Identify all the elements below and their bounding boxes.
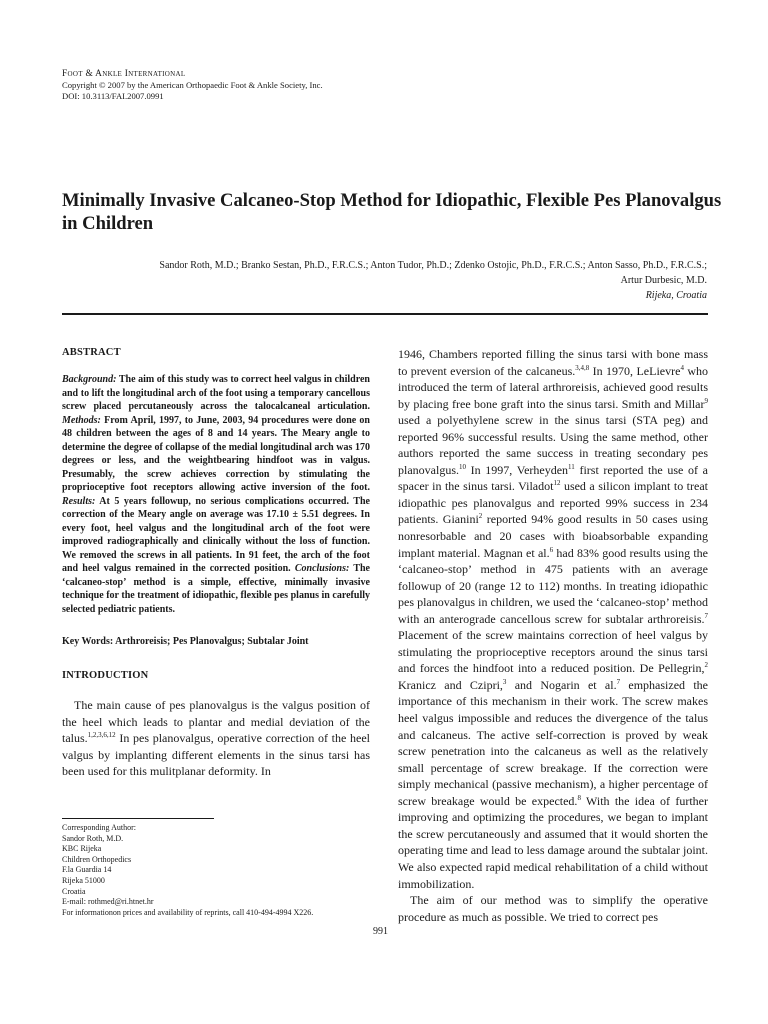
body-text: In 1997, Verheyden [466,462,569,477]
history-paragraph [398,346,708,892]
background-text: The aim of this study was to correct heel valgus in children and to lift the longitudinal arch of the foot using a temporary cancellous screw placed percutaneously across the talocalcaneal articulation. [62,374,370,412]
footnote-line: Corresponding Author: [62,823,136,832]
affiliation: Rijeka, Croatia [645,290,707,301]
conclusions-label: Conclusions: [294,563,350,574]
citation-ref: 7 [704,611,708,620]
citation-ref: 4 [680,363,684,372]
footnote-divider [62,818,214,819]
citation-ref: 2 [478,512,483,521]
abstract-heading: ABSTRACT [62,347,121,358]
citation-ref: 11 [568,462,575,471]
article-title: Minimally Invasive Calcaneo-Stop Method for Idiopathic, Flexible Pes Planovalgus in Children [62,190,722,234]
author-list-line-2: Artur Durbesic, M.D. [620,275,707,286]
citation-ref: 3 [502,677,507,686]
intro-text-1: The main cause of pes planovalgus is the valgus position of the heel which leads to plantar and medial deviation of the talus. [62,698,370,745]
citation-ref: 8 [577,793,581,802]
body-text: reported 94% good results in 50 cases using nonresorbable and 20 cases with bioabsorbable expanding implant material. Magnan et al. [398,512,708,560]
conclusions-text: The ‘calcaneo-stop’ method is a simple, effective, minimally invasive technique for the treatment of idiopathic, flexible pes planus in carefully selected pediatric patients. [62,563,370,615]
footnote-line: Sandor Roth, M.D. [62,833,124,843]
citation-ref: 12 [553,479,561,488]
methods-text: From April, 1997, to June, 2003, 94 procedures were done on 48 children between the ages of 8 and 14 years. The Meary angle to determine the degree of collapse of the medial longitudinal arch was 170 degrees or less, and the weightbearing hindfoot was in valgus. Presumably, the screw achieves correction by stimulating the proprioceptive foot receptors allowing active inversion of the foot. [62,414,370,493]
body-text: Kranicz and Czipri, [398,677,503,692]
right-column [398,346,708,925]
footnote-email: E-mail: rothmed@ri.htnet.hr [62,897,154,907]
corresponding-author-footnote [62,823,382,918]
background-label: Background: [62,374,117,385]
body-text: In 1970, LeLievre [589,363,681,378]
footnote-line: KBC Rijeka [62,844,102,854]
body-text: first reported the use of a spacer in the sinus tarsi. Viladot [398,462,708,494]
footnote-line: Children Orthopedics [62,854,132,864]
results-label: Results: [62,495,96,507]
footnote-line: F.la Guardia 14 [62,865,112,875]
copyright-line: Copyright © 2007 by the American Orthopaedic Foot & Ankle Society, Inc. [62,80,323,90]
body-text: had 83% good results using the ‘calcaneo-stop’ method in 475 patients with an average followup of 20 (range 12 to 112) months. In treating idiopathic pes planovalgus in children, we used the ‘calcaneo-stop’ method with an anterograde cancellous screw for subtalar arthroreisis. [398,545,708,626]
citation-ref: 6 [549,545,554,554]
footnote-line: Rijeka 51000 [62,875,105,885]
body-text: who introduced the term of lateral arthroreisis, achieved good results by placing free bone graft into the sinus tarsi. Smith and Millar [398,363,709,411]
results-text: At 5 years followup, no serious complications occurred. The correction of the Meary angle on average was 17.10 ± 5.51 degrees. In every foot, heel valgus and the longitudinal arch of the foot were improved radiographically and clinically without the loss of function. We removed the screws in all patients. In 91 feet, the arch of the foot and heel valgus remained in the corrected position. [62,495,370,574]
citation-ref: 2 [704,661,708,670]
key-words: Key Words: Arthroreisis; Pes Planovalgus; Subtalar Joint [62,636,309,647]
body-text: Placement of the screw maintains correction of heel valgus by stimulating the proprioceptive receptors around the sinus tarsi and forces the hindfoot into a reduced position. De Pellegrin, [398,628,708,676]
citation-ref: 1,2,3,6,12 [87,731,116,739]
introduction-heading: INTRODUCTION [62,670,149,681]
author-block [62,258,707,303]
journal-name: Foot & Ankle International [62,69,186,79]
doi-line: DOI: 10.3113/FAI.2007.0991 [62,91,164,101]
running-head [62,69,323,102]
body-text: used a silicon implant to treat idiopathic pes planovalgus and reported 99% success in 234 patients. Gianini [398,479,708,527]
body-text: and Nogarin et al. [506,677,617,692]
introduction-paragraph [62,697,370,780]
author-list-line-1: Sandor Roth, M.D.; Branko Sestan, Ph.D., F.R.C.S.; Anton Tudor, Ph.D.; Zdenko Ostojic, Ph.D., F.R.C.S.; Anton Sasso, Ph.D., F.R.C.S.; [159,260,707,271]
citation-ref: 9 [704,396,708,405]
methods-label: Methods: [62,414,101,426]
left-column [62,347,370,780]
page-number: 991 [373,926,388,937]
intro-text-2: In pes planovalgus, operative correction of the heel valgus by implanting different elements in the sinus tarsi has been used for this mulitplanar deformity. In [62,731,370,778]
title-divider [62,313,708,315]
body-text: 1946, Chambers reported filling the sinus tarsi with bone mass to prevent eversion of the calcaneus. [398,347,708,378]
body-text: emphasized the importance of this mechanism in their work. The screw makes heel valgus impossible and reduces the divergence of the talus and calcaneus. The active self-correction is proved by weak screw penetration into the calcaneus as well as the relatively small percentage of screw breakage. If the correction were simply mechanical (passive mechanism), a higher percentage of screw breakage would be expected. [398,677,709,808]
citation-ref: 7 [616,677,621,686]
footnote-reprints: For informationon prices and availability of reprints, call 410-494-4994 X226. [62,907,314,917]
aim-paragraph: The aim of our method was to simplify the operative procedure as much as possible. We tried to correct pes [398,893,708,924]
footnote-line: Croatia [62,886,86,896]
abstract-text [62,373,370,616]
body-text: With the idea of further improving and optimizing the procedures, we began to implant the screw percutaneously and assumed that it would shorten the operating time and lead to less damage around the subtalar joint. We also expected rapid medical rehabilitation of a child without immobilization. [398,793,709,891]
body-text: used a polyethylene screw in the sinus tarsi (STA peg) and reported 96% successful results. Using the same method, other authors reported the same success in treating secondary pes planovalgus. [398,413,708,477]
citation-ref: 3,4,8 [575,363,590,372]
citation-ref: 10 [459,462,466,471]
